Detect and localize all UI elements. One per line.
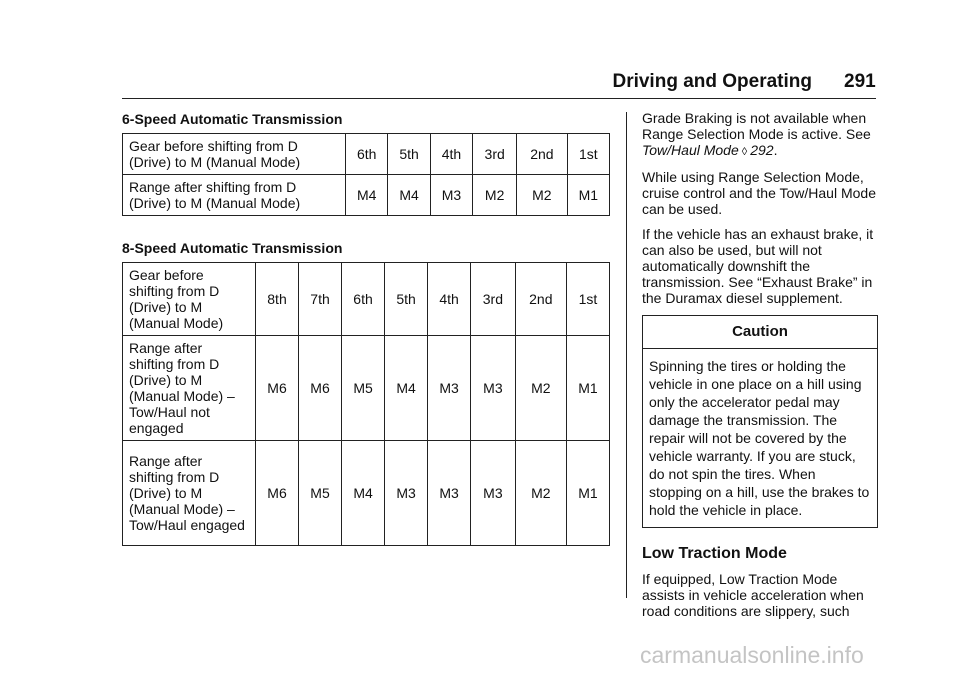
- page-header-title: Driving and Operating: [612, 71, 812, 92]
- eight-speed-table: [122, 262, 610, 546]
- table-cell: 2nd: [515, 263, 566, 336]
- table-cell: 3rd: [471, 263, 516, 336]
- table-cell: M6: [256, 336, 299, 441]
- table-cell: 6th: [346, 134, 388, 175]
- table-row: [123, 336, 610, 441]
- table-cell: M4: [346, 175, 388, 216]
- tow-haul-mode-link[interactable]: [642, 142, 774, 158]
- table-cell: 3rd: [473, 134, 517, 175]
- table-cell: 4th: [428, 263, 471, 336]
- table-cell: M2: [515, 441, 566, 546]
- link-label: Tow/Haul Mode: [642, 142, 739, 158]
- low-traction-mode-heading: Low Traction Mode: [642, 545, 787, 562]
- paragraph-text: Grade Braking is not available when Range Selection Mode is active. See: [642, 110, 871, 142]
- eight-speed-title: 8-Speed Automatic Transmission: [122, 240, 343, 256]
- six-speed-title: 6-Speed Automatic Transmission: [122, 111, 343, 127]
- caution-title: Caution: [643, 316, 877, 349]
- table-cell: M3: [385, 441, 428, 546]
- table-row-label: Gear before shifting from D (Drive) to M (Manual Mode): [123, 134, 346, 175]
- table-cell: M5: [342, 336, 385, 441]
- exhaust-brake-paragraph: If the vehicle has an exhaust brake, it can also be used, but will not automatically downshift the transmission. See “Exhaust Brake” in the Duramax diesel supplement.: [642, 226, 874, 306]
- table-cell: M4: [342, 441, 385, 546]
- grade-braking-paragraph: [642, 110, 878, 160]
- table-cell: 4th: [430, 134, 472, 175]
- table-cell: M3: [428, 336, 471, 441]
- table-row: [123, 263, 610, 336]
- table-cell: M3: [471, 441, 516, 546]
- table-row-label: Gear before shifting from D (Drive) to M (Manual Mode): [123, 263, 256, 336]
- table-cell: M3: [430, 175, 472, 216]
- caution-box: [642, 315, 878, 528]
- table-cell: M5: [299, 441, 342, 546]
- column-divider: [626, 112, 627, 598]
- link-page-number: 292: [750, 142, 774, 158]
- table-row: [123, 441, 610, 546]
- table-cell: 5th: [388, 134, 430, 175]
- table-cell: 8th: [256, 263, 299, 336]
- table-cell: M6: [299, 336, 342, 441]
- table-cell: M6: [256, 441, 299, 546]
- page-number: 291: [844, 71, 876, 92]
- table-cell: M1: [566, 336, 609, 441]
- table-cell: M2: [517, 175, 567, 216]
- range-selection-paragraph: While using Range Selection Mode, cruise control and the Tow/Haul Mode can be used.: [642, 169, 876, 217]
- table-cell: M4: [385, 336, 428, 441]
- table-row-label: Range after shifting from D (Drive) to M (Manual Mode) – Tow/Haul engaged: [123, 441, 256, 546]
- table-row: [123, 175, 610, 216]
- right-column: [642, 110, 878, 628]
- caution-body: Spinning the tires or holding the vehicle in one place on a hill using only the accelerator pedal may damage the transmission. The repair will not be covered by the vehicle warranty. If you are stuck, do not spin the tires. When stopping on a hill, use the brakes to hold the vehicle in place.: [649, 358, 870, 518]
- low-traction-paragraph: If equipped, Low Traction Mode assists in vehicle acceleration when road conditions are slippery, such: [642, 571, 864, 619]
- table-row: [123, 134, 610, 175]
- table-cell: 1st: [567, 134, 609, 175]
- header-rule: [122, 98, 876, 99]
- table-cell: M4: [388, 175, 430, 216]
- table-cell: 7th: [299, 263, 342, 336]
- watermark-text: carmanualsonline.info: [640, 642, 864, 668]
- table-cell: 2nd: [517, 134, 567, 175]
- page-reference-icon: ◊: [741, 146, 748, 158]
- table-cell: M3: [428, 441, 471, 546]
- table-cell: M1: [566, 441, 609, 546]
- table-cell: M3: [471, 336, 516, 441]
- table-cell: 5th: [385, 263, 428, 336]
- table-cell: 6th: [342, 263, 385, 336]
- table-cell: M1: [567, 175, 609, 216]
- period: .: [773, 142, 778, 158]
- table-cell: M2: [515, 336, 566, 441]
- table-row-label: Range after shifting from D (Drive) to M (Manual Mode): [123, 175, 346, 216]
- six-speed-table: [122, 133, 610, 216]
- table-cell: M2: [473, 175, 517, 216]
- table-row-label: Range after shifting from D (Drive) to M (Manual Mode) – Tow/Haul not engaged: [123, 336, 256, 441]
- table-cell: 1st: [566, 263, 609, 336]
